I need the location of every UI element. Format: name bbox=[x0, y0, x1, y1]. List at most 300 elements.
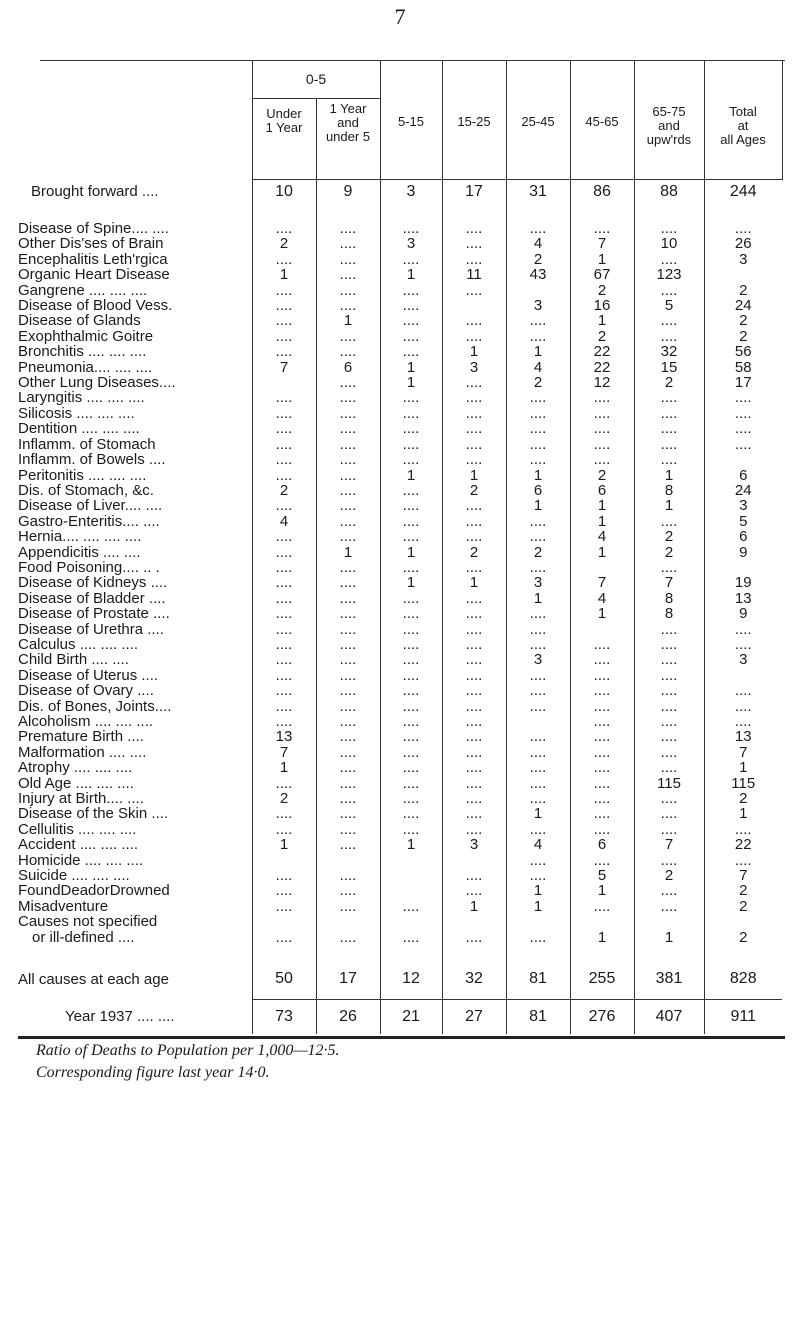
cell bbox=[506, 914, 570, 929]
row-label: Disease of Spine.... .... bbox=[18, 221, 169, 237]
cell: 7 bbox=[252, 745, 316, 760]
cell: 2 bbox=[704, 791, 782, 806]
cell: 43 bbox=[506, 267, 570, 282]
table-row bbox=[18, 468, 782, 483]
cell: .... bbox=[506, 560, 570, 575]
cell: 1 bbox=[506, 468, 570, 483]
header-divider bbox=[380, 60, 381, 180]
table-row bbox=[18, 760, 782, 775]
cell: .... bbox=[380, 498, 442, 513]
cell: 7 bbox=[704, 868, 782, 883]
table-row bbox=[18, 868, 782, 883]
cell: 3 bbox=[704, 652, 782, 667]
cell: 2 bbox=[506, 545, 570, 560]
col-header-total-line3: all Ages bbox=[720, 132, 766, 147]
cell: 3 bbox=[506, 575, 570, 590]
table-row bbox=[18, 930, 782, 945]
cell: .... bbox=[634, 221, 704, 236]
cell bbox=[442, 853, 506, 868]
cell: .... bbox=[316, 652, 380, 667]
cell: 7 bbox=[634, 575, 704, 590]
cell: .... bbox=[506, 699, 570, 714]
cell: .... bbox=[252, 883, 316, 898]
row-label: Disease of Liver.... .... bbox=[18, 498, 163, 514]
cell: .... bbox=[506, 452, 570, 467]
cell: .... bbox=[252, 421, 316, 436]
table-row bbox=[18, 899, 782, 914]
cell: 1 bbox=[316, 545, 380, 560]
cell bbox=[380, 853, 442, 868]
cell: .... bbox=[570, 899, 634, 914]
cell: .... bbox=[442, 221, 506, 236]
cell: 2 bbox=[506, 375, 570, 390]
cell bbox=[380, 883, 442, 898]
header-divider bbox=[252, 60, 253, 180]
cell: .... bbox=[442, 236, 506, 251]
cell: 2 bbox=[252, 236, 316, 251]
row-label: Brought forward .... bbox=[31, 183, 159, 201]
table-row bbox=[18, 652, 782, 667]
row-label: Disease of Kidneys .... bbox=[18, 575, 168, 591]
cell: 4 bbox=[506, 837, 570, 852]
table-row bbox=[18, 390, 782, 405]
cell: .... bbox=[570, 699, 634, 714]
cell: .... bbox=[380, 729, 442, 744]
cell: 8 bbox=[634, 483, 704, 498]
cell: .... bbox=[252, 344, 316, 359]
cell: .... bbox=[634, 899, 704, 914]
table-row bbox=[18, 236, 782, 251]
cell: .... bbox=[570, 406, 634, 421]
cell: 3 bbox=[442, 837, 506, 852]
cell: .... bbox=[380, 221, 442, 236]
cell: .... bbox=[442, 529, 506, 544]
table-row bbox=[18, 575, 782, 590]
cell: .... bbox=[380, 313, 442, 328]
cell: 1 bbox=[570, 252, 634, 267]
cell: 10 bbox=[252, 177, 316, 207]
cell: 13 bbox=[704, 591, 782, 606]
cell: .... bbox=[634, 637, 704, 652]
cell: .... bbox=[634, 683, 704, 698]
table-row bbox=[18, 360, 782, 375]
row-label: All causes at each age bbox=[18, 970, 169, 988]
row-label: Old Age .... .... .... bbox=[18, 775, 134, 792]
table-row bbox=[18, 529, 782, 544]
cell: .... bbox=[506, 760, 570, 775]
table-row bbox=[18, 606, 782, 621]
cell: .... bbox=[252, 822, 316, 837]
mortality-table bbox=[18, 177, 782, 1034]
cell bbox=[506, 714, 570, 729]
cell: .... bbox=[316, 236, 380, 251]
table-row bbox=[18, 822, 782, 837]
cell: .... bbox=[442, 652, 506, 667]
cell: 17 bbox=[316, 959, 380, 1000]
col-header-total-line1: Total bbox=[729, 104, 757, 119]
cell: .... bbox=[316, 791, 380, 806]
cell: 73 bbox=[252, 1000, 316, 1035]
cell: 2 bbox=[704, 899, 782, 914]
cell: .... bbox=[704, 406, 782, 421]
cell: .... bbox=[252, 668, 316, 683]
cell: 5 bbox=[570, 868, 634, 883]
cell: .... bbox=[252, 637, 316, 652]
cell: .... bbox=[316, 837, 380, 852]
cell: .... bbox=[570, 822, 634, 837]
cell: .... bbox=[380, 760, 442, 775]
cell: 22 bbox=[704, 837, 782, 852]
cell: .... bbox=[570, 760, 634, 775]
cell: .... bbox=[570, 668, 634, 683]
cell: 26 bbox=[316, 1000, 380, 1035]
cell: .... bbox=[506, 729, 570, 744]
cell: 7 bbox=[634, 837, 704, 852]
cell: .... bbox=[252, 221, 316, 236]
cell: 6 bbox=[704, 529, 782, 544]
cell: .... bbox=[316, 483, 380, 498]
cell: .... bbox=[380, 421, 442, 436]
cell: .... bbox=[634, 745, 704, 760]
cell: .... bbox=[704, 421, 782, 436]
cell: 8 bbox=[634, 606, 704, 621]
table-row bbox=[18, 699, 782, 714]
col-header-1-to-5-line3: under 5 bbox=[325, 129, 371, 144]
table-row bbox=[18, 791, 782, 806]
cell: .... bbox=[442, 421, 506, 436]
cell: 32 bbox=[442, 959, 506, 1000]
cell: 4 bbox=[506, 360, 570, 375]
cell: .... bbox=[252, 868, 316, 883]
cell: .... bbox=[252, 406, 316, 421]
cell: 1 bbox=[442, 468, 506, 483]
cell: .... bbox=[704, 699, 782, 714]
cell bbox=[570, 622, 634, 637]
cell: .... bbox=[252, 930, 316, 945]
cell: .... bbox=[442, 822, 506, 837]
cell bbox=[252, 914, 316, 929]
header-divider bbox=[704, 60, 705, 180]
cell bbox=[442, 914, 506, 929]
cell: .... bbox=[634, 806, 704, 821]
cell: .... bbox=[316, 344, 380, 359]
cell: .... bbox=[252, 652, 316, 667]
table-row bbox=[18, 560, 782, 575]
table-row bbox=[18, 221, 782, 236]
cell: .... bbox=[316, 514, 380, 529]
cell: .... bbox=[380, 776, 442, 791]
cell: 1 bbox=[442, 344, 506, 359]
cell: .... bbox=[252, 329, 316, 344]
col-header-under-1 bbox=[252, 107, 316, 135]
row-label: Alcoholism .... .... .... bbox=[18, 714, 154, 730]
ratio-footnote: Ratio of Deaths to Population per 1,000—12·5. bbox=[36, 1042, 340, 1059]
cell: .... bbox=[442, 313, 506, 328]
cell: .... bbox=[316, 930, 380, 945]
table-row bbox=[18, 283, 782, 298]
cell: 24 bbox=[704, 483, 782, 498]
table-row bbox=[18, 729, 782, 744]
page-number: 7 bbox=[394, 4, 406, 29]
table-row bbox=[18, 883, 782, 898]
cell bbox=[570, 560, 634, 575]
cell: 3 bbox=[506, 298, 570, 313]
table-row bbox=[18, 267, 782, 282]
cell: .... bbox=[316, 606, 380, 621]
cell: 1 bbox=[380, 468, 442, 483]
cell: .... bbox=[380, 806, 442, 821]
cell: .... bbox=[704, 390, 782, 405]
cell: .... bbox=[380, 514, 442, 529]
table-bottom-rule bbox=[18, 1036, 785, 1039]
table-row bbox=[18, 545, 782, 560]
cell: .... bbox=[570, 437, 634, 452]
cell: 9 bbox=[704, 606, 782, 621]
cell: .... bbox=[380, 560, 442, 575]
cell: 3 bbox=[506, 652, 570, 667]
row-label: Other Lung Diseases.... bbox=[18, 375, 176, 391]
table-row bbox=[18, 313, 782, 328]
cell: .... bbox=[316, 421, 380, 436]
table-row bbox=[18, 837, 782, 852]
cell: 1 bbox=[506, 498, 570, 513]
cell: .... bbox=[252, 298, 316, 313]
cell: 5 bbox=[704, 514, 782, 529]
cell: .... bbox=[506, 390, 570, 405]
cell: .... bbox=[442, 683, 506, 698]
cell: .... bbox=[442, 791, 506, 806]
cell: 12 bbox=[570, 375, 634, 390]
cell: .... bbox=[570, 452, 634, 467]
cell: .... bbox=[442, 668, 506, 683]
cell: .... bbox=[442, 637, 506, 652]
cell: .... bbox=[634, 760, 704, 775]
cell: 8 bbox=[634, 591, 704, 606]
cell: .... bbox=[506, 668, 570, 683]
col-header-1-to-5-line1: 1 Year bbox=[329, 101, 367, 116]
cell: 1 bbox=[570, 313, 634, 328]
cell: .... bbox=[316, 390, 380, 405]
col-header-45-65: 45-65 bbox=[585, 114, 619, 129]
cell: .... bbox=[252, 683, 316, 698]
cell: .... bbox=[316, 822, 380, 837]
cell: 4 bbox=[570, 591, 634, 606]
cell: .... bbox=[570, 421, 634, 436]
cell: .... bbox=[634, 668, 704, 683]
table-row bbox=[18, 483, 782, 498]
cell: .... bbox=[442, 329, 506, 344]
cell: .... bbox=[380, 452, 442, 467]
cell: .... bbox=[380, 283, 442, 298]
cell: .... bbox=[316, 375, 380, 390]
cell: .... bbox=[506, 930, 570, 945]
row-label: Disease of Prostate .... bbox=[18, 606, 170, 622]
cell: .... bbox=[570, 683, 634, 698]
row-label: Misadventure bbox=[18, 898, 109, 915]
cell: .... bbox=[316, 267, 380, 282]
cell: .... bbox=[704, 822, 782, 837]
cell: 2 bbox=[634, 375, 704, 390]
cell: .... bbox=[634, 390, 704, 405]
cell: .... bbox=[442, 498, 506, 513]
cell: .... bbox=[442, 437, 506, 452]
cell: 123 bbox=[634, 267, 704, 282]
cell bbox=[704, 914, 782, 929]
table-row bbox=[18, 776, 782, 791]
cell: 2 bbox=[442, 483, 506, 498]
cell: 1 bbox=[506, 899, 570, 914]
row-label: Exophthalmic Goitre bbox=[18, 328, 154, 345]
cell: .... bbox=[442, 868, 506, 883]
cell: 24 bbox=[704, 298, 782, 313]
table-row bbox=[18, 375, 782, 390]
cell: .... bbox=[442, 252, 506, 267]
cell: .... bbox=[634, 560, 704, 575]
cell: .... bbox=[252, 560, 316, 575]
cell: .... bbox=[380, 406, 442, 421]
cell: 6 bbox=[316, 360, 380, 375]
row-label: Disease of Blood Vess. bbox=[18, 298, 173, 314]
cell: .... bbox=[380, 683, 442, 698]
cell: .... bbox=[316, 868, 380, 883]
cell: .... bbox=[380, 252, 442, 267]
row-label: Calculus .... .... .... bbox=[18, 636, 139, 653]
col-header-1-to-5 bbox=[316, 102, 380, 144]
cell: .... bbox=[316, 668, 380, 683]
cell: .... bbox=[442, 591, 506, 606]
row-label: Appendicitis .... .... bbox=[18, 544, 141, 560]
cell: .... bbox=[252, 591, 316, 606]
header-divider bbox=[782, 60, 783, 180]
cell: 2 bbox=[252, 791, 316, 806]
cell: .... bbox=[634, 714, 704, 729]
row-label: Encephalitis Leth'rgica bbox=[18, 251, 168, 268]
cell: 7 bbox=[570, 236, 634, 251]
cell: 6 bbox=[570, 837, 634, 852]
cell: .... bbox=[704, 221, 782, 236]
table-row bbox=[18, 329, 782, 344]
cell: 81 bbox=[506, 959, 570, 1000]
cell: .... bbox=[380, 668, 442, 683]
cell: .... bbox=[442, 745, 506, 760]
cell: .... bbox=[506, 437, 570, 452]
cell: 1 bbox=[506, 883, 570, 898]
cell: .... bbox=[316, 714, 380, 729]
col-header-65-75-line2: and bbox=[658, 118, 680, 133]
table-row bbox=[18, 683, 782, 698]
table-row bbox=[18, 806, 782, 821]
cell bbox=[704, 560, 782, 575]
cell: .... bbox=[634, 853, 704, 868]
cell: .... bbox=[570, 390, 634, 405]
cell: 12 bbox=[380, 959, 442, 1000]
cell: .... bbox=[442, 452, 506, 467]
cell: 15 bbox=[634, 360, 704, 375]
table-row bbox=[18, 452, 782, 467]
cell: .... bbox=[380, 591, 442, 606]
cell: 1 bbox=[704, 806, 782, 821]
cell: 5 bbox=[634, 298, 704, 313]
cell: .... bbox=[442, 699, 506, 714]
row-label: Gangrene .... .... .... bbox=[18, 282, 148, 299]
cell: .... bbox=[252, 714, 316, 729]
cell: .... bbox=[634, 652, 704, 667]
cell: .... bbox=[252, 899, 316, 914]
cell: .... bbox=[442, 406, 506, 421]
cell: 1 bbox=[570, 930, 634, 945]
cell bbox=[316, 914, 380, 929]
cell: 2 bbox=[704, 329, 782, 344]
cell: .... bbox=[316, 637, 380, 652]
cell: 11 bbox=[442, 267, 506, 282]
cell: .... bbox=[252, 806, 316, 821]
cell: .... bbox=[506, 776, 570, 791]
row-label: FoundDeadorDrowned bbox=[18, 883, 170, 899]
header-divider bbox=[442, 60, 443, 180]
cell: 88 bbox=[634, 177, 704, 207]
cell: 2 bbox=[704, 883, 782, 898]
cell: .... bbox=[316, 298, 380, 313]
cell: .... bbox=[506, 683, 570, 698]
cell: 1 bbox=[380, 575, 442, 590]
row-label: Malformation .... .... bbox=[18, 744, 147, 761]
cell: .... bbox=[634, 699, 704, 714]
cell: 115 bbox=[704, 776, 782, 791]
cell: .... bbox=[380, 930, 442, 945]
cell: 7 bbox=[704, 745, 782, 760]
cell: 1 bbox=[570, 883, 634, 898]
table-row bbox=[18, 344, 782, 359]
cell: 2 bbox=[570, 329, 634, 344]
row-label: Laryngitis .... .... .... bbox=[18, 390, 145, 406]
table-row bbox=[18, 853, 782, 868]
cell: .... bbox=[380, 745, 442, 760]
cell: .... bbox=[442, 514, 506, 529]
cell: .... bbox=[252, 313, 316, 328]
table-row bbox=[18, 591, 782, 606]
cell: .... bbox=[506, 822, 570, 837]
cell: 2 bbox=[570, 468, 634, 483]
col-header-1-to-5-line2: and bbox=[337, 115, 359, 130]
age-group-0-5-label: 0-5 bbox=[305, 71, 327, 87]
cell: .... bbox=[634, 313, 704, 328]
cell: .... bbox=[252, 498, 316, 513]
cell: 50 bbox=[252, 959, 316, 1000]
corresponding-footnote: Corresponding figure last year 14·0. bbox=[36, 1064, 270, 1081]
cell: .... bbox=[570, 729, 634, 744]
cell: .... bbox=[506, 606, 570, 621]
cell: .... bbox=[506, 853, 570, 868]
row-label: Inflamm. of Bowels .... bbox=[18, 452, 166, 468]
cell: 7 bbox=[570, 575, 634, 590]
cell: 27 bbox=[442, 1000, 506, 1035]
cell: .... bbox=[506, 791, 570, 806]
table-row bbox=[18, 714, 782, 729]
cell: .... bbox=[316, 745, 380, 760]
row-label: Pneumonia.... .... .... bbox=[18, 359, 153, 376]
cell: .... bbox=[442, 390, 506, 405]
cell: .... bbox=[442, 714, 506, 729]
cell: .... bbox=[634, 514, 704, 529]
cell: .... bbox=[252, 529, 316, 544]
cell: .... bbox=[380, 437, 442, 452]
cell: .... bbox=[634, 406, 704, 421]
cell: .... bbox=[316, 498, 380, 513]
cell: .... bbox=[316, 899, 380, 914]
cell: 3 bbox=[442, 360, 506, 375]
cell: .... bbox=[442, 729, 506, 744]
cell: .... bbox=[316, 437, 380, 452]
